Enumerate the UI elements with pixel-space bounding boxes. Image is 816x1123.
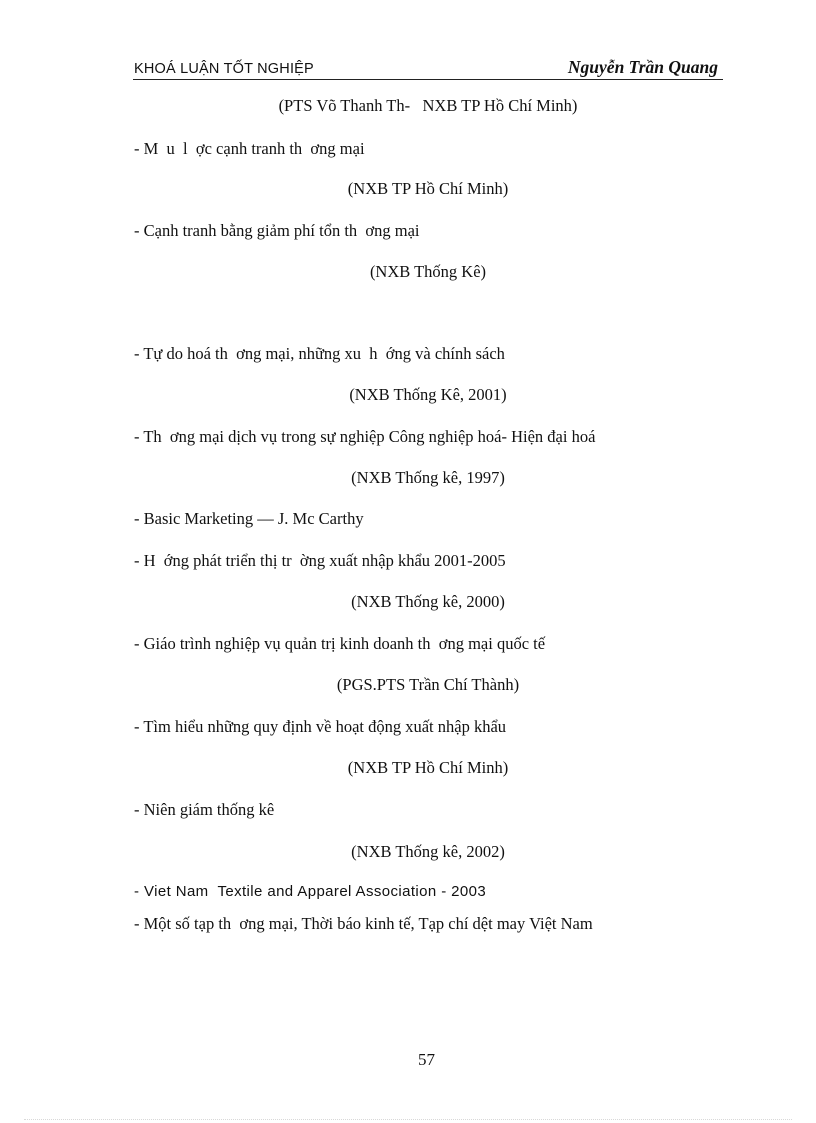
header-rule bbox=[133, 79, 723, 80]
reference-source: (PTS Võ Thanh Th- NXB TP Hồ Chí Minh) bbox=[278, 96, 578, 115]
reference-entry: - Viet Nam Textile and Apparel Association - 2003 bbox=[134, 883, 487, 900]
reference-source: (NXB Thống Kê) bbox=[369, 262, 487, 281]
reference-entry: - M u l ợc cạnh tranh th ơng mại bbox=[134, 139, 365, 158]
page-number: 57 bbox=[418, 1050, 435, 1069]
reference-entry: - Cạnh tranh bằng giảm phí tổn th ơng mại bbox=[134, 221, 420, 240]
reference-entry: - Giáo trình nghiệp vụ quản trị kinh doanh th ơng mại quốc tế bbox=[134, 634, 546, 653]
reference-entry: - Tìm hiểu những quy định về hoạt động xuất nhập khẩu bbox=[134, 717, 507, 736]
reference-entry: - Tự do hoá th ơng mại, những xu h ớng và chính sách bbox=[134, 344, 505, 363]
header-title: KHOÁ LUẬN TỐT NGHIỆP bbox=[134, 61, 314, 77]
reference-source: (NXB Thống Kê, 2001) bbox=[349, 385, 507, 404]
header-author: Nguyễn Trần Quang bbox=[567, 57, 718, 77]
reference-entry: - Một số tạp th ơng mại, Thời báo kinh tế, Tạp chí dệt may Việt Nam bbox=[134, 914, 593, 933]
reference-entry: - Niên giám thống kê bbox=[134, 800, 275, 819]
reference-source: (NXB Thống kê, 1997) bbox=[351, 468, 505, 487]
reference-entry: - Basic Marketing — J. Mc Carthy bbox=[134, 509, 364, 528]
bottom-divider bbox=[24, 1119, 792, 1120]
reference-entry: - H ớng phát triển thị tr ờng xuất nhập khẩu 2001-2005 bbox=[134, 551, 506, 570]
reference-source: (NXB TP Hồ Chí Minh) bbox=[347, 758, 509, 777]
reference-source: (NXB TP Hồ Chí Minh) bbox=[347, 179, 509, 198]
reference-source: (PGS.PTS Trần Chí Thành) bbox=[336, 675, 520, 694]
reference-entry: - Th ơng mại dịch vụ trong sự nghiệp Công nghiệp hoá- Hiện đại hoá bbox=[134, 427, 596, 446]
reference-source: (NXB Thống kê, 2000) bbox=[351, 592, 505, 611]
reference-source: (NXB Thống kê, 2002) bbox=[351, 842, 505, 861]
